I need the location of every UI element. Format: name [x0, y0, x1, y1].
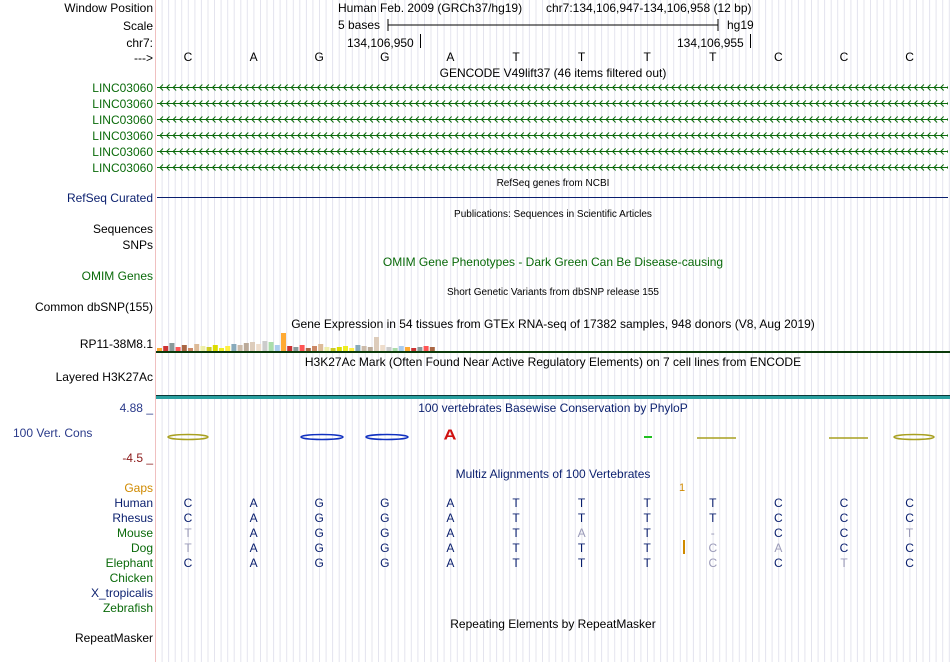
h3k27ac-signal — [156, 395, 950, 399]
multiz-track-title[interactable]: Multiz Alignments of 100 Vertebrates — [455, 467, 651, 481]
repeatmasker-track-title[interactable]: Repeating Elements by RepeatMasker — [450, 617, 656, 631]
aligned-base: A — [577, 526, 586, 540]
aligned-base: A — [249, 511, 258, 525]
gtex-tissue-bar[interactable] — [244, 343, 249, 351]
gtex-tissue-bar[interactable] — [374, 337, 379, 351]
gtex-tissue-bar[interactable] — [343, 346, 348, 351]
snps-label[interactable]: SNPs — [122, 238, 153, 252]
gencode-item-label[interactable]: LINC03060 — [92, 129, 153, 143]
gtex-tissue-bar[interactable] — [399, 346, 404, 351]
gtex-track-title[interactable]: Gene Expression in 54 tissues from GTEx RNA-seq of 17382 samples, 948 donors (V8, Aug 2019) — [291, 317, 815, 331]
aligned-base: C — [905, 511, 914, 525]
aligned-base: T — [512, 556, 520, 570]
gencode-item-label[interactable]: LINC03060 — [92, 81, 153, 95]
aligned-base: T — [643, 526, 651, 540]
aligned-base: C — [183, 511, 193, 525]
phylop-max-label: 4.88 _ — [119, 401, 153, 415]
gtex-tissue-bar[interactable] — [157, 348, 162, 351]
gencode-item-label[interactable]: LINC03060 — [92, 97, 153, 111]
aligned-base: C — [183, 496, 193, 510]
refseq-track-title[interactable]: RefSeq genes from NCBI — [496, 178, 610, 189]
aligned-base: A — [446, 496, 455, 510]
gtex-tissue-bar[interactable] — [430, 347, 435, 351]
coord-left-tick — [420, 34, 421, 48]
gencode-item-label[interactable]: LINC03060 — [92, 113, 153, 127]
gtex-tissue-bar[interactable] — [386, 347, 391, 351]
aligned-base: T — [643, 511, 651, 525]
aligned-base: T — [184, 541, 192, 555]
aligned-base: C — [774, 526, 783, 540]
gtex-tissue-bar[interactable] — [337, 347, 342, 351]
phylop-c-glyph — [894, 435, 934, 440]
species-label[interactable]: Dog — [130, 541, 153, 555]
omim-label[interactable]: OMIM Genes — [81, 269, 153, 283]
gencode-gene-line[interactable] — [157, 115, 948, 124]
aligned-base: T — [840, 556, 848, 570]
aligned-base: A — [446, 541, 455, 555]
aligned-base: T — [643, 556, 651, 570]
publications-track-title[interactable]: Publications: Sequences in Scientific Articles — [454, 209, 652, 220]
gtex-tissue-bar[interactable] — [355, 345, 360, 351]
gaps-label[interactable]: Gaps — [124, 481, 153, 495]
aligned-base: G — [380, 556, 390, 570]
repeatmasker-label[interactable]: RepeatMasker — [74, 631, 153, 645]
phylop-logo[interactable] — [156, 425, 950, 445]
aligned-base: T — [512, 511, 520, 525]
coord-right: 134,106,955 — [677, 36, 744, 50]
gtex-tissue-bar[interactable] — [163, 346, 168, 351]
aligned-base: C — [839, 496, 849, 510]
coord-left: 134,106,950 — [347, 36, 414, 50]
aligned-base: T — [709, 496, 717, 510]
chrom-label: chr7: — [126, 36, 153, 50]
gtex-tissue-bar[interactable] — [312, 346, 317, 351]
ref-base: C — [839, 50, 849, 64]
aligned-base: - — [710, 526, 715, 540]
ref-base: C — [183, 50, 193, 64]
phylop-label[interactable]: 100 Vert. Cons — [13, 426, 93, 440]
aligned-base: A — [446, 526, 455, 540]
gtex-tissue-bar[interactable] — [306, 348, 311, 351]
scale-label: Scale — [122, 19, 153, 33]
scale-db: hg19 — [727, 18, 754, 32]
aligned-base: G — [314, 511, 324, 525]
gtex-tissue-bar[interactable] — [250, 342, 255, 351]
phylop-min-label: -4.5 _ — [122, 451, 153, 465]
gtex-tissue-bar[interactable] — [176, 347, 181, 351]
ref-base: T — [577, 50, 586, 64]
strand-label: ---> — [134, 51, 153, 65]
h3k27ac-track-title[interactable]: H3K27Ac Mark (Often Found Near Active Regulatory Elements) on 7 cell lines from ENCODE — [304, 355, 802, 369]
gtex-tissue-bar[interactable] — [411, 348, 416, 351]
aligned-base: G — [380, 511, 390, 525]
refseq-gene-line[interactable] — [157, 197, 948, 198]
species-label[interactable]: Elephant — [105, 556, 153, 570]
species-label[interactable]: Mouse — [116, 526, 153, 540]
species-label[interactable]: X_tropicalis — [90, 586, 153, 600]
gtex-tissue-bar[interactable] — [269, 342, 274, 351]
gencode-gene-line[interactable] — [157, 99, 948, 108]
sequences-label[interactable]: Sequences — [92, 222, 153, 236]
aligned-base: G — [314, 556, 324, 570]
gap-count-marker: 1 — [679, 482, 686, 494]
gtex-tissue-bar[interactable] — [194, 344, 199, 351]
gtex-tissue-bar[interactable] — [318, 344, 323, 351]
aligned-base: A — [446, 511, 455, 525]
species-label[interactable]: Human — [114, 496, 153, 510]
phylop-t-glyph — [644, 436, 652, 438]
scale-text: 5 bases — [338, 18, 381, 32]
gtex-tissue-bar[interactable] — [331, 348, 336, 351]
dbsnp-track-title[interactable]: Short Genetic Variants from dbSNP release 155 — [447, 287, 659, 298]
aligned-base: C — [774, 496, 783, 510]
gtex-tissue-bar[interactable] — [349, 348, 354, 351]
aligned-base: C — [905, 556, 914, 570]
aligned-base: T — [512, 496, 520, 510]
aligned-base: C — [839, 526, 849, 540]
refseq-label[interactable]: RefSeq Curated — [66, 191, 153, 205]
gap-insertion-marker — [683, 540, 685, 554]
aligned-base: A — [774, 541, 783, 555]
species-label[interactable]: Rhesus — [112, 511, 153, 525]
aligned-base: T — [643, 541, 651, 555]
aligned-base: C — [774, 556, 783, 570]
aligned-base: T — [577, 511, 586, 525]
gtex-tissue-bar[interactable] — [219, 348, 224, 351]
aligned-base: G — [380, 541, 390, 555]
aligned-base: G — [380, 496, 390, 510]
gtex-tissue-bar[interactable] — [213, 345, 218, 351]
gencode-track-title[interactable]: GENCODE V49lift37 (46 items filtered out) — [439, 66, 667, 80]
aligned-base: G — [380, 526, 390, 540]
gtex-tissue-bar[interactable] — [262, 341, 267, 351]
aligned-base: A — [249, 556, 258, 570]
gtex-tissue-bar[interactable] — [362, 346, 367, 351]
aligned-base: G — [314, 496, 324, 510]
ref-base: C — [774, 50, 783, 64]
aligned-base: T — [643, 496, 651, 510]
aligned-base: T — [577, 556, 586, 570]
position-text: chr7:134,106,947-134,106,958 (12 bp) — [546, 1, 752, 15]
gtex-tissue-bar[interactable] — [393, 348, 398, 351]
omim-track-title[interactable]: OMIM Gene Phenotypes - Dark Green Can Be Disease-causing — [382, 255, 724, 269]
gtex-expression-bars[interactable] — [156, 330, 950, 354]
gtex-tissue-bar[interactable] — [300, 345, 305, 351]
gtex-tissue-bar[interactable] — [200, 346, 205, 351]
ref-base: A — [249, 50, 258, 64]
phylop-c-glyph — [168, 435, 208, 440]
aligned-base: T — [905, 526, 914, 540]
aligned-base: C — [183, 556, 193, 570]
species-label[interactable]: Zebrafish — [102, 601, 153, 615]
aligned-base: G — [314, 526, 324, 540]
coord-right-tick — [750, 34, 751, 48]
gtex-tissue-bar[interactable] — [256, 344, 261, 351]
aligned-base: C — [839, 511, 849, 525]
aligned-base: T — [577, 496, 586, 510]
gtex-tissue-bar[interactable] — [417, 347, 422, 351]
phylop-a-glyph: A — [443, 427, 457, 443]
aligned-base: A — [249, 541, 258, 555]
gtex-tissue-bar[interactable] — [275, 345, 280, 351]
gencode-gene-line[interactable] — [157, 83, 948, 92]
gencode-gene-line[interactable] — [157, 163, 948, 172]
window-position-label: Window Position — [64, 1, 153, 15]
ref-base: T — [512, 50, 520, 64]
assembly-title: Human Feb. 2009 (GRCh37/hg19) — [338, 1, 523, 15]
gtex-gene-label[interactable]: RP11-38M8.1 — [79, 337, 153, 351]
gtex-tissue-bar[interactable] — [169, 343, 174, 351]
gtex-tissue-bar[interactable] — [188, 348, 193, 351]
gencode-gene-line[interactable] — [157, 131, 948, 140]
gtex-tissue-bar[interactable] — [238, 345, 243, 351]
ref-base: C — [905, 50, 914, 64]
gtex-tissue-bar[interactable] — [405, 347, 410, 351]
ref-base: G — [380, 50, 390, 64]
ref-base: T — [643, 50, 651, 64]
gencode-gene-line[interactable] — [157, 147, 948, 156]
gtex-tissue-bar[interactable] — [207, 347, 212, 351]
phylop-g-glyph — [366, 435, 408, 440]
gtex-tissue-bar[interactable] — [287, 346, 292, 351]
scale-bar — [386, 17, 722, 33]
gtex-tissue-bar[interactable] — [324, 347, 329, 351]
gencode-item-label[interactable]: LINC03060 — [92, 145, 153, 159]
aligned-base: T — [709, 511, 717, 525]
phylop-g-glyph — [301, 435, 343, 440]
aligned-base: C — [839, 541, 849, 555]
aligned-base: C — [708, 556, 718, 570]
aligned-base: A — [446, 556, 455, 570]
aligned-base: C — [708, 541, 718, 555]
gtex-tissue-bar[interactable] — [368, 347, 373, 351]
h3k27ac-label[interactable]: Layered H3K27Ac — [55, 370, 153, 384]
aligned-base: A — [249, 496, 258, 510]
ref-base: A — [446, 50, 455, 64]
gencode-item-label[interactable]: LINC03060 — [92, 161, 153, 175]
aligned-base: G — [314, 541, 324, 555]
gtex-tissue-bar[interactable] — [293, 347, 298, 351]
phylop-track-title[interactable]: 100 vertebrates Basewise Conservation by PhyloP — [418, 401, 688, 415]
aligned-base: T — [512, 541, 520, 555]
aligned-base: A — [249, 526, 258, 540]
species-label[interactable]: Chicken — [109, 571, 153, 585]
aligned-base: C — [905, 496, 914, 510]
dbsnp-label[interactable]: Common dbSNP(155) — [34, 300, 153, 314]
aligned-base: T — [184, 526, 192, 540]
gtex-tissue-bar[interactable] — [281, 333, 286, 351]
gtex-tissue-bar[interactable] — [424, 346, 429, 351]
aligned-base: C — [774, 511, 783, 525]
gtex-tissue-bar[interactable] — [225, 346, 230, 351]
ref-base: G — [314, 50, 324, 64]
gtex-tissue-bar[interactable] — [182, 345, 187, 351]
gtex-tissue-bar[interactable] — [380, 345, 385, 351]
aligned-base: T — [577, 541, 586, 555]
aligned-base: C — [905, 541, 914, 555]
gtex-tissue-bar[interactable] — [231, 344, 236, 351]
ref-base: T — [709, 50, 717, 64]
aligned-base: T — [512, 526, 520, 540]
